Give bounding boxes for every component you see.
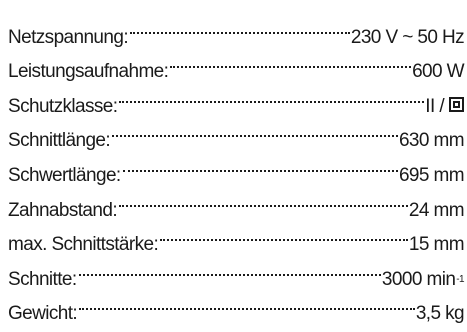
spec-value: II / <box>425 95 444 117</box>
spec-value: 15 mm <box>408 234 464 256</box>
spec-row-netzspannung <box>8 8 464 48</box>
dot-leader <box>119 181 408 216</box>
spec-value: 3,5 kg <box>415 303 464 325</box>
dot-leader <box>112 112 398 147</box>
protection-class-ii-icon <box>449 97 464 112</box>
dot-leader <box>79 250 381 285</box>
spec-value: 3000 min <box>381 268 456 290</box>
spec-label: max. Schnittstärke: <box>8 234 159 256</box>
spec-value: 600 W <box>412 61 464 83</box>
spec-value: 630 mm <box>398 130 464 152</box>
spec-label: Schutzklasse: <box>8 95 118 117</box>
spec-value-group: 3000 min $^{-1}$ <box>382 263 464 298</box>
dot-leader <box>160 216 408 251</box>
spec-value: 230 V ~ 50 Hz <box>350 26 464 48</box>
spec-table <box>8 8 464 325</box>
spec-value: 695 mm <box>398 164 464 186</box>
dot-leader <box>79 285 415 320</box>
dot-leader <box>123 146 398 181</box>
spec-label: Gewicht: <box>8 303 78 325</box>
spec-label: Schwertlänge: <box>8 164 121 186</box>
spec-label: Netzspannung: <box>8 26 129 48</box>
dot-leader <box>170 43 411 78</box>
dot-leader <box>119 77 424 112</box>
dot-leader <box>130 8 350 43</box>
spec-value-group <box>425 90 464 125</box>
spec-label: Leistungsaufnahme: <box>8 61 169 83</box>
spec-label: Zahnabstand: <box>8 199 117 221</box>
spec-label: Schnitte: <box>8 268 77 290</box>
spec-value: 24 mm <box>408 199 464 221</box>
spec-label: Schnittlänge: <box>8 130 111 152</box>
